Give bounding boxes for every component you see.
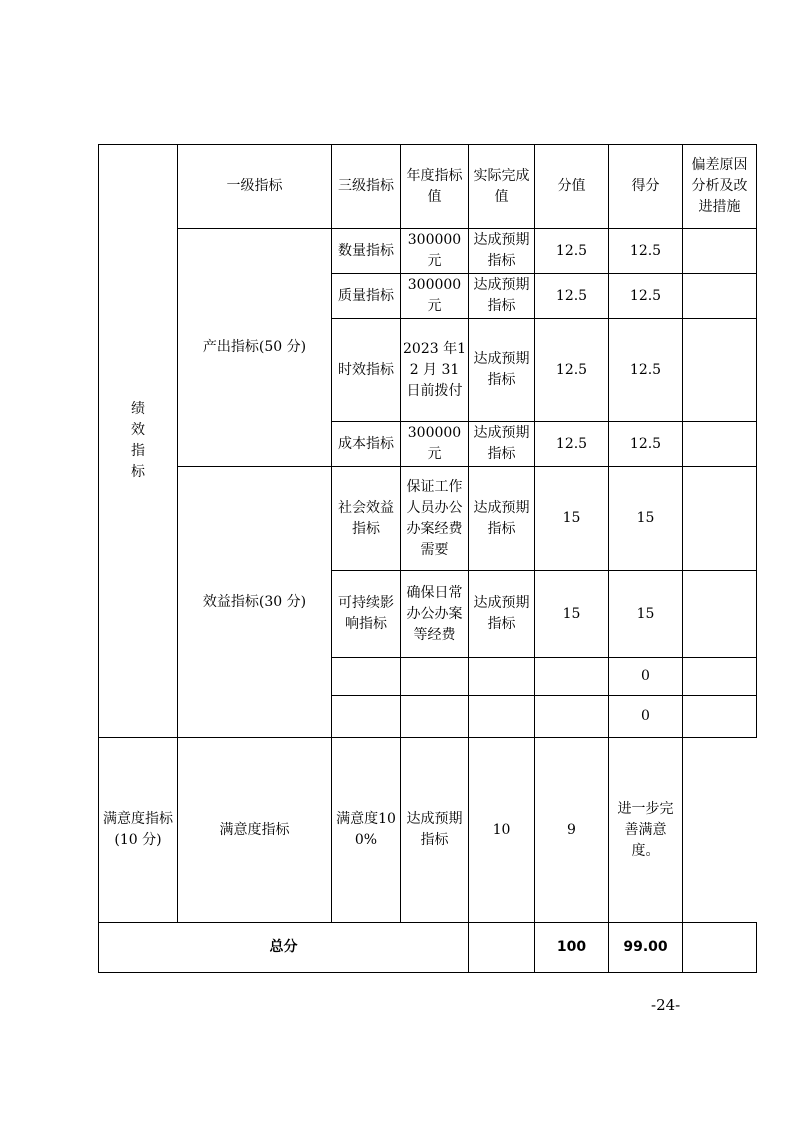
- table-header-row: [99, 145, 757, 229]
- row-got: 0: [609, 658, 683, 696]
- row-deviation: [683, 422, 757, 467]
- row-level3: [332, 696, 401, 738]
- group-benefit: 效益指标(30 分): [178, 467, 332, 738]
- row-deviation: 进一步完善满意度。: [609, 738, 683, 923]
- row-actual: 达成预期指标: [469, 571, 535, 658]
- row-annual: 确保日常办公办案等经费: [401, 571, 469, 658]
- header-level3: 三级指标: [332, 145, 401, 229]
- row-level3: 质量指标: [332, 274, 401, 319]
- row-got: 15: [609, 571, 683, 658]
- row-annual: 保证工作人员办公办案经费需要: [401, 467, 469, 571]
- row-deviation: [683, 274, 757, 319]
- performance-table: [98, 144, 757, 973]
- table-row: [99, 467, 757, 571]
- row-level3: 可持续影响指标: [332, 571, 401, 658]
- row-got: 12.5: [609, 274, 683, 319]
- row-value: [535, 658, 609, 696]
- row-level3: 满意度指标: [178, 738, 332, 923]
- row-actual: 达成预期指标: [469, 229, 535, 274]
- row-got: 9: [535, 738, 609, 923]
- row-value: 15: [535, 571, 609, 658]
- row-actual: 达成预期指标: [469, 467, 535, 571]
- row-actual: [469, 658, 535, 696]
- row-annual: 满意度100%: [332, 738, 401, 923]
- section-label-cell: [99, 145, 178, 738]
- row-deviation: [683, 467, 757, 571]
- row-annual: [401, 696, 469, 738]
- row-value: 12.5: [535, 422, 609, 467]
- row-got: 12.5: [609, 422, 683, 467]
- row-annual: [401, 658, 469, 696]
- header-actual: 实际完成值: [469, 145, 535, 229]
- row-deviation: [683, 319, 757, 422]
- row-value: 12.5: [535, 274, 609, 319]
- row-actual: [469, 696, 535, 738]
- row-actual: 达成预期指标: [469, 319, 535, 422]
- row-deviation: [683, 571, 757, 658]
- total-deviation: [683, 923, 757, 973]
- row-value: [535, 696, 609, 738]
- row-value: 12.5: [535, 319, 609, 422]
- header-level1: 一级指标: [178, 145, 332, 229]
- group-output: 产出指标(50 分): [178, 229, 332, 467]
- row-value: 12.5: [535, 229, 609, 274]
- row-actual: 达成预期指标: [469, 422, 535, 467]
- total-row: [99, 923, 757, 973]
- row-level3: 成本指标: [332, 422, 401, 467]
- row-level3: 时效指标: [332, 319, 401, 422]
- group-satisfaction: 满意度指标(10 分): [99, 738, 178, 923]
- header-score-got: 得分: [609, 145, 683, 229]
- row-got: 12.5: [609, 319, 683, 422]
- total-label: 总分: [99, 923, 469, 973]
- header-score-value: 分值: [535, 145, 609, 229]
- header-annual: 年度指标值: [401, 145, 469, 229]
- row-annual: 300000元: [401, 229, 469, 274]
- row-level3: 数量指标: [332, 229, 401, 274]
- row-annual: 300000元: [401, 422, 469, 467]
- row-got: 0: [609, 696, 683, 738]
- table-row: [99, 738, 757, 923]
- page-number: -24-: [651, 996, 681, 1014]
- row-actual: 达成预期指标: [469, 274, 535, 319]
- total-empty-cell: [469, 923, 535, 973]
- total-got: 99.00: [609, 923, 683, 973]
- row-actual: 达成预期指标: [401, 738, 469, 923]
- section-label: 绩效指标: [131, 401, 145, 480]
- total-value: 100: [535, 923, 609, 973]
- row-level3: 社会效益指标: [332, 467, 401, 571]
- row-annual: 2023 年12 月 31日前拨付: [401, 319, 469, 422]
- row-deviation: [683, 658, 757, 696]
- row-got: 12.5: [609, 229, 683, 274]
- header-deviation: 偏差原因分析及改进措施: [683, 145, 757, 229]
- row-deviation: [683, 229, 757, 274]
- row-value: 15: [535, 467, 609, 571]
- row-value: 10: [469, 738, 535, 923]
- row-deviation: [683, 696, 757, 738]
- table-row: [99, 229, 757, 274]
- row-got: 15: [609, 467, 683, 571]
- row-level3: [332, 658, 401, 696]
- row-annual: 300000元: [401, 274, 469, 319]
